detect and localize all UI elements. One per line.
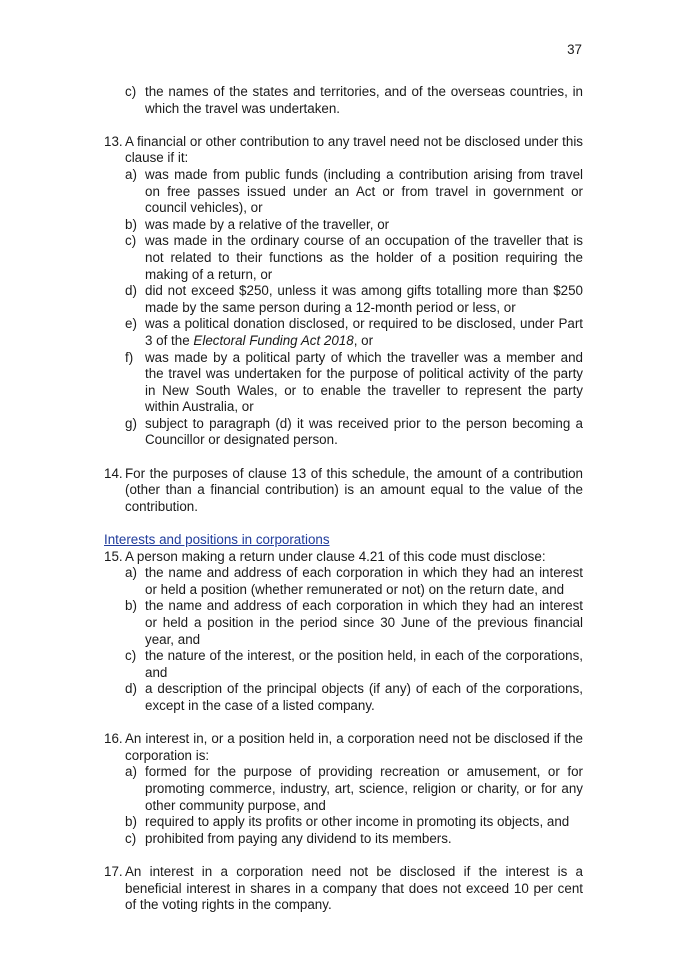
act-title: Electoral Funding Act 2018 xyxy=(193,332,354,348)
list-item xyxy=(104,416,583,449)
clause-text: A financial or other contribution to any travel need not be disclosed under this clause if it: xyxy=(125,133,583,166)
item-text: was made in the ordinary course of an occupation of the traveller that is not related to their functions as the holder of a position requiring the making of a return, or xyxy=(145,233,583,282)
item-text: the nature of the interest, or the position held, in each of the corporations, and xyxy=(145,648,583,680)
clause-text: A person making a return under clause 4.21 of this code must disclose: xyxy=(125,548,546,564)
item-text: the name and address of each corporation in which they had an interest or held a position in the period since 30 June of the previous financial year, and xyxy=(145,598,583,647)
clause-text: For the purposes of clause 13 of this schedule, the amount of a contribution (other than a financial contribution) is an amount equal to the value of the contribution. xyxy=(125,465,583,514)
list-item xyxy=(104,350,583,416)
clause-number: 14. xyxy=(104,465,123,481)
list-item xyxy=(104,681,583,714)
list-item xyxy=(104,283,583,316)
list-item xyxy=(104,648,583,681)
item-label: c) xyxy=(125,233,137,249)
item-text: formed for the purpose of providing recreation or amusement, or for promoting commerce, industry, art, science, religion or charity, or for any other community purpose, and xyxy=(145,764,583,813)
clause-16 xyxy=(104,731,583,764)
clause-14 xyxy=(104,466,583,516)
item-text: the name and address of each corporation in which they had an interest or held a position (whether remunerated or not) on the return date, and xyxy=(145,565,583,597)
item-label: f) xyxy=(125,349,134,365)
clause-15 xyxy=(104,549,583,566)
item-text-before: was a political donation disclosed, or required to be disclosed, under Part 3 of the xyxy=(145,316,583,348)
list-item xyxy=(104,764,583,814)
item-label: b) xyxy=(125,598,137,614)
document-body xyxy=(104,84,583,914)
item-text xyxy=(145,316,583,349)
clause-text: An interest in a corporation need not be disclosed if the interest is a beneficial interest in shares in a company that does not exceed 10 per cent of the voting rights in the company. xyxy=(125,863,583,913)
item-label: b) xyxy=(125,814,137,830)
item-label: d) xyxy=(125,283,137,299)
page-number: 37 xyxy=(567,42,582,57)
clause-17 xyxy=(104,864,583,914)
list-item xyxy=(104,167,583,217)
item-label: g) xyxy=(125,415,137,431)
item-text: required to apply its profits or other income in promoting its objects, and xyxy=(145,814,570,830)
item-text: the names of the states and territories, and of the overseas countries, in which the travel was undertaken. xyxy=(145,84,583,116)
section-heading: Interests and positions in corporations xyxy=(104,532,330,548)
clause-number: 16. xyxy=(104,731,123,747)
item-text: was made by a political party of which the traveller was a member and the travel was undertaken for the purpose of political activity of the party in New South Wales, or to enable the traveller to represent the party within Australia, or xyxy=(145,349,583,415)
list-item xyxy=(104,233,583,283)
clause-number: 17. xyxy=(104,863,123,879)
item-label: a) xyxy=(125,166,137,182)
list-item xyxy=(104,814,583,831)
list-item xyxy=(104,217,583,234)
item-label: c) xyxy=(125,830,137,846)
item-text: did not exceed $250, unless it was among gifts totalling more than $250 made by the same person during a 12-month period or less, or xyxy=(145,283,583,315)
item-text: a description of the principal objects (if any) of each of the corporations, except in the case of a listed company. xyxy=(145,681,583,713)
item-text: subject to paragraph (d) it was received prior to the person becoming a Councillor or designated person. xyxy=(145,415,583,448)
item-label: d) xyxy=(125,681,137,697)
item-label: a) xyxy=(125,764,137,780)
item-text-after: , or xyxy=(353,332,374,348)
list-item xyxy=(104,316,583,349)
item-text: was made from public funds (including a contribution arising from travel on free passes issued under an Act or from travel in government or council vehicles), or xyxy=(145,166,583,216)
clause-13 xyxy=(104,134,583,167)
clause-number: 15. xyxy=(104,548,123,564)
clause-text: An interest in, or a position held in, a corporation need not be disclosed if the corporation is: xyxy=(125,731,583,763)
item-label: a) xyxy=(125,565,137,581)
list-item xyxy=(104,598,583,648)
list-item xyxy=(104,84,583,117)
clause-number: 13. xyxy=(104,133,123,149)
item-text: was made by a relative of the traveller, or xyxy=(145,216,390,232)
item-label: e) xyxy=(125,316,137,332)
item-label: b) xyxy=(125,216,137,232)
list-item xyxy=(104,831,583,848)
item-label: c) xyxy=(125,84,137,99)
list-item xyxy=(104,565,583,598)
item-text: prohibited from paying any dividend to its members. xyxy=(145,830,452,846)
item-label: c) xyxy=(125,648,137,664)
